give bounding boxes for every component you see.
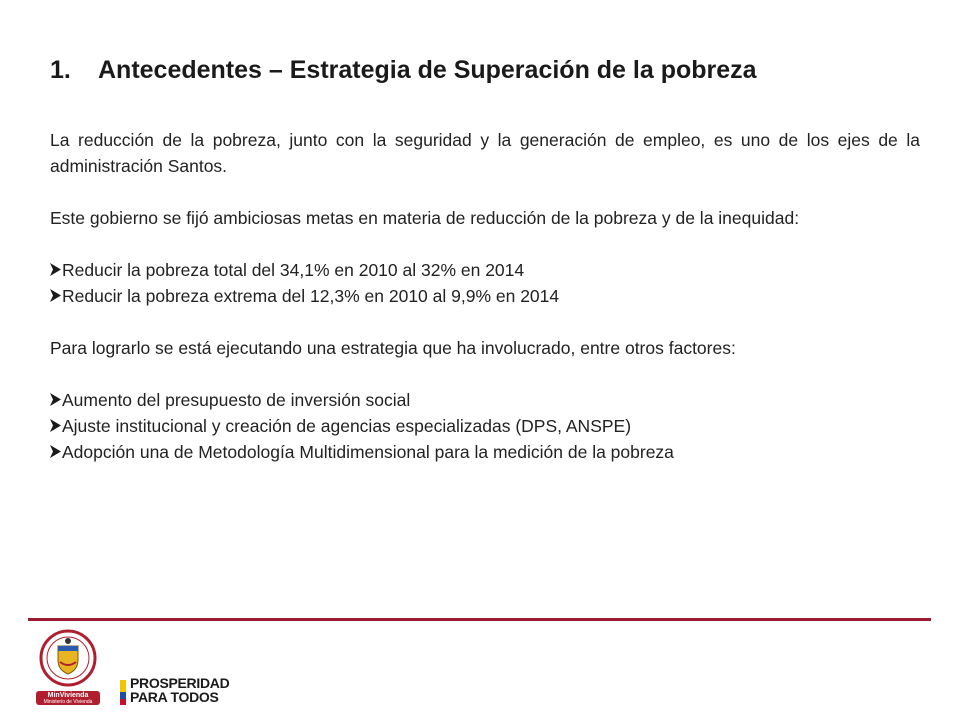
page-title xyxy=(50,56,930,85)
goal-text: Reducir la pobreza total del 34,1% en 2010 al 32% en 2014 xyxy=(62,260,525,280)
prosperidad-logo xyxy=(130,676,229,704)
list-item xyxy=(50,387,920,413)
intro-paragraph: La reducción de la pobreza, junto con la seguridad y la generación de empleo, es uno de los ejes de la administración Santos. xyxy=(50,130,920,176)
strategy-intro-paragraph: Para lograrlo se está ejecutando una estrategia que ha involucrado, entre otros factores: xyxy=(50,338,736,358)
goal-text: Reducir la pobreza extrema del 12,3% en 2010 al 9,9% en 2014 xyxy=(62,286,560,306)
slide-body xyxy=(50,127,920,465)
brand-line-1: PROSPERIDAD xyxy=(130,675,230,691)
arrow-bullet-icon xyxy=(50,387,62,413)
ministry-badge xyxy=(36,691,100,705)
list-item xyxy=(50,413,920,439)
title-number: 1. xyxy=(50,56,71,84)
factor-text: Ajuste institucional y creación de agencias especializadas (DPS, ANSPE) xyxy=(62,416,632,436)
goals-intro-paragraph: Este gobierno se fijó ambiciosas metas en materia de reducción de la pobreza y de la inequidad: xyxy=(50,208,800,228)
brand-line-2: PARA TODOS xyxy=(130,689,219,705)
footer-divider xyxy=(28,618,931,621)
list-item xyxy=(50,439,920,465)
list-item xyxy=(50,257,920,283)
coat-of-arms-icon xyxy=(30,628,110,708)
factors-list xyxy=(50,387,920,465)
list-item xyxy=(50,283,920,309)
flag-bars xyxy=(120,680,126,705)
arrow-bullet-icon xyxy=(50,257,62,283)
title-text: Antecedentes – Estrategia de Superación de la pobreza xyxy=(98,56,757,84)
arrow-bullet-icon xyxy=(50,283,62,309)
ministry-name: MinVivienda xyxy=(47,692,89,699)
factor-text: Aumento del presupuesto de inversión social xyxy=(62,390,411,410)
arrow-bullet-icon xyxy=(50,439,62,465)
factor-text: Adopción una de Metodología Multidimensional para la medición de la pobreza xyxy=(62,442,674,462)
goals-list xyxy=(50,257,920,309)
footer-logos xyxy=(30,628,270,708)
ministry-subtitle: Ministerio de Vivienda xyxy=(43,699,93,705)
arrow-bullet-icon xyxy=(50,413,62,439)
